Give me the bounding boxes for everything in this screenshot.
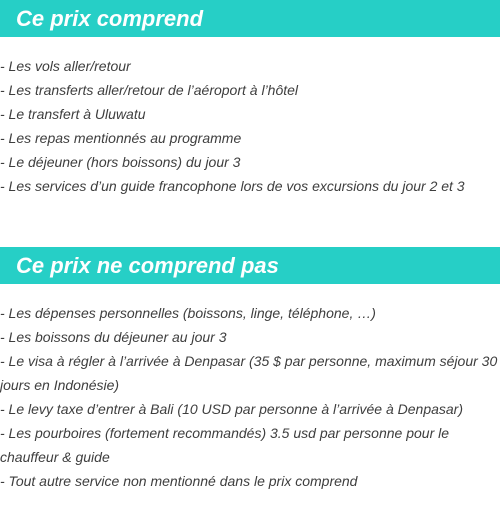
included-item: - Les services d’un guide francophone lors de vos excursions du jour 2 et 3 [0,178,465,194]
included-item: - Le déjeuner (hors boissons) du jour 3 [0,154,241,170]
excluded-title: Ce prix ne comprend pas [0,247,500,284]
excluded-item: - Tout autre service non mentionné dans le prix comprend [0,473,358,489]
excluded-item: - Le levy taxe d’entrer à Bali (10 USD par personne à l’arrivée à Denpasar) [0,401,464,417]
included-section [0,0,500,198]
excluded-item: - Les boissons du déjeuner au jour 3 [0,329,227,345]
included-list [0,54,500,198]
included-item: - Les transferts aller/retour de l’aéroport à l’hôtel [0,82,299,98]
excluded-item: - Les dépenses personnelles (boissons, linge, téléphone, …) [0,305,376,321]
included-item: - Les vols aller/retour [0,58,131,74]
included-item: - Les repas mentionnés au programme [0,130,242,146]
excluded-section [0,247,500,493]
excluded-item: - Les pourboires (fortement recommandés) 3.5 usd par personne pour le chauffeur & guide [0,425,450,465]
included-item: - Le transfert à Uluwatu [0,106,146,122]
excluded-list [0,301,500,493]
excluded-item: - Le visa à régler à l’arrivée à Denpasar (35 $ par personne, maximum séjour 30 jours en Indonésie) [0,353,498,393]
included-title: Ce prix comprend [0,0,500,37]
